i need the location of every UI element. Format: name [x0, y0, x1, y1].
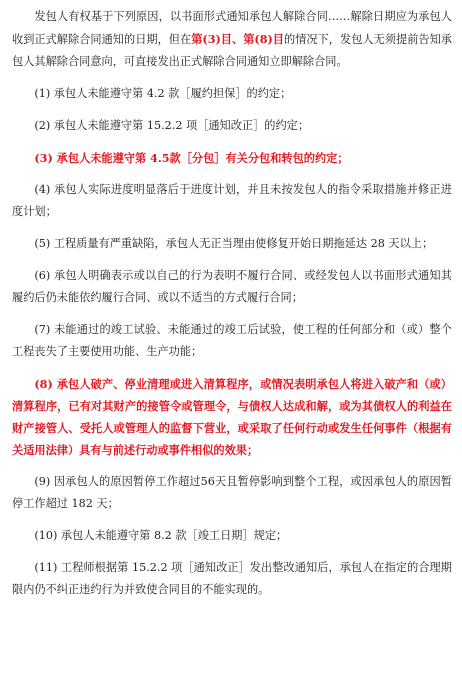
clause-item-11: (11) 工程师根据第 15.2.2 项［通知改正］发出整改通知后，承包人在指定的合理期限内仍不纠正违约行为并致使合同目的不能实现的。 — [12, 561, 452, 596]
clause-item-5: (5) 工程质量有严重缺陷，承包人无正当理由使修复开始日期拖延达 28 天以上； — [34, 237, 434, 250]
clause-item-6: (6) 承包人明确表示或以自己的行为表明不履行合同、或经发包人以书面形式通知其履约后仍未能依约履行合同、或以不适当的方式履行合同； — [12, 269, 452, 304]
clause-item-1: (1) 承包人未能遵守第 4.2 款［履约担保］的约定； — [34, 87, 292, 100]
clause-item-4: (4) 承包人实际进度明显落后于进度计划，并且未按发包人的指令采取措施并修正进度计划； — [12, 183, 452, 218]
intro-text-after: 的情况下，发包人无须提前告知承包人其解除合同意向，可直接发出正式解除合同通知立即解除合同。 — [12, 33, 452, 68]
intro-highlight: 第(3)目、第(8)目 — [191, 32, 284, 46]
clause-item-10: (10) 承包人未能遵守第 8.2 款［竣工日期］规定； — [34, 529, 288, 542]
clause-item-3: (3) 承包人未能遵守第 4.5款［分包］有关分包和转包的约定； — [34, 151, 349, 165]
clause-item-9: (9) 因承包人的原因暂停工作超过56天且暂停影响到整个工程，或因承包人的原因暂停工作超过 182 天； — [12, 475, 452, 510]
intro-text-before: 发包人有权基于下列原因，以书面形式通知承包人解除合同……解除日期应为承包人收到正式解除合同通知的日期，但在 — [12, 10, 452, 46]
intro-paragraph — [12, 6, 452, 73]
clause-item-8: (8) 承包人破产、停业清理或进入清算程序，或情况表明承包人将进入破产和（或）清算程序，已有对其财产的接管令或管理令，与债权人达成和解，或为其债权人的利益在财产接管人、受托人或管理人的监督下营业，或采取了任何行动或发生任何事件（根据有关适用法律）具有与前述行动或事件相似的效果； — [12, 377, 452, 457]
clause-item-7: (7) 未能通过的竣工试验、未能通过的竣工后试验，使工程的任何部分和（或）整个工程丧失了主要使用功能、生产功能； — [12, 323, 452, 358]
clause-item-2: (2) 承包人未能遵守第 15.2.2 项［通知改正］的约定； — [34, 119, 310, 132]
